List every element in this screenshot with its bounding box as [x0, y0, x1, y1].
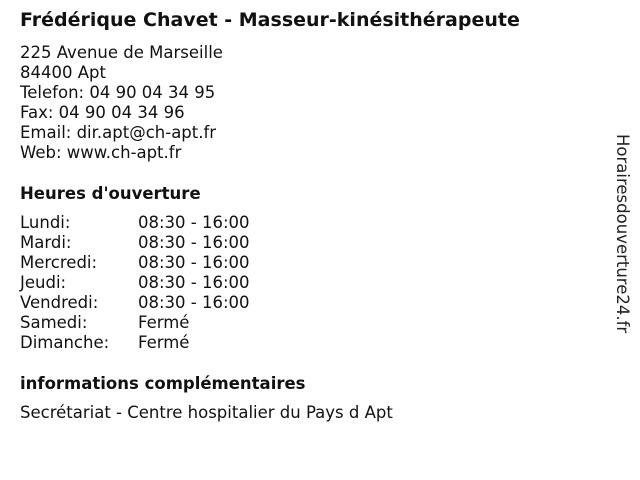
- day-label: Mardi:: [20, 233, 72, 252]
- hours-row-monday: [20, 213, 320, 233]
- day-hours: 08:30 - 16:00: [138, 233, 250, 252]
- day-label: Mercredi:: [20, 253, 98, 272]
- contact-info: [20, 43, 223, 163]
- address-street: 225 Avenue de Marseille: [20, 43, 223, 62]
- day-label: Jeudi:: [20, 273, 67, 292]
- email-address: Email: dir.apt@ch-apt.fr: [20, 123, 217, 142]
- address-city: 84400 Apt: [20, 63, 106, 82]
- page-title: Frédérique Chavet - Masseur-kinésithérapeute: [20, 9, 520, 31]
- opening-hours-list: [20, 213, 320, 353]
- hours-row-wednesday: [20, 253, 320, 273]
- day-hours: 08:30 - 16:00: [138, 213, 250, 232]
- day-hours: Fermé: [138, 333, 190, 352]
- day-hours: 08:30 - 16:00: [138, 273, 250, 292]
- website-address: Web: www.ch-apt.fr: [20, 143, 182, 162]
- day-hours: Fermé: [138, 313, 190, 332]
- opening-hours-heading: Heures d'ouverture: [20, 184, 201, 203]
- hours-row-tuesday: [20, 233, 320, 253]
- day-label: Dimanche:: [20, 333, 110, 352]
- hours-row-thursday: [20, 273, 320, 293]
- additional-info-text: Secrétariat - Centre hospitalier du Pays d Apt: [20, 403, 393, 422]
- day-hours: 08:30 - 16:00: [138, 293, 250, 312]
- day-label: Vendredi:: [20, 293, 99, 312]
- phone-number: Telefon: 04 90 04 34 95: [20, 83, 216, 102]
- hours-row-sunday: [20, 333, 320, 353]
- hours-row-saturday: [20, 313, 320, 333]
- hours-row-friday: [20, 293, 320, 313]
- day-label: Samedi:: [20, 313, 88, 332]
- day-hours: 08:30 - 16:00: [138, 253, 250, 272]
- fax-number: Fax: 04 90 04 34 96: [20, 103, 185, 122]
- additional-info-heading: informations complémentaires: [20, 374, 306, 393]
- watermark-text: Horairesdouverture24.fr: [613, 134, 632, 334]
- day-label: Lundi:: [20, 213, 71, 232]
